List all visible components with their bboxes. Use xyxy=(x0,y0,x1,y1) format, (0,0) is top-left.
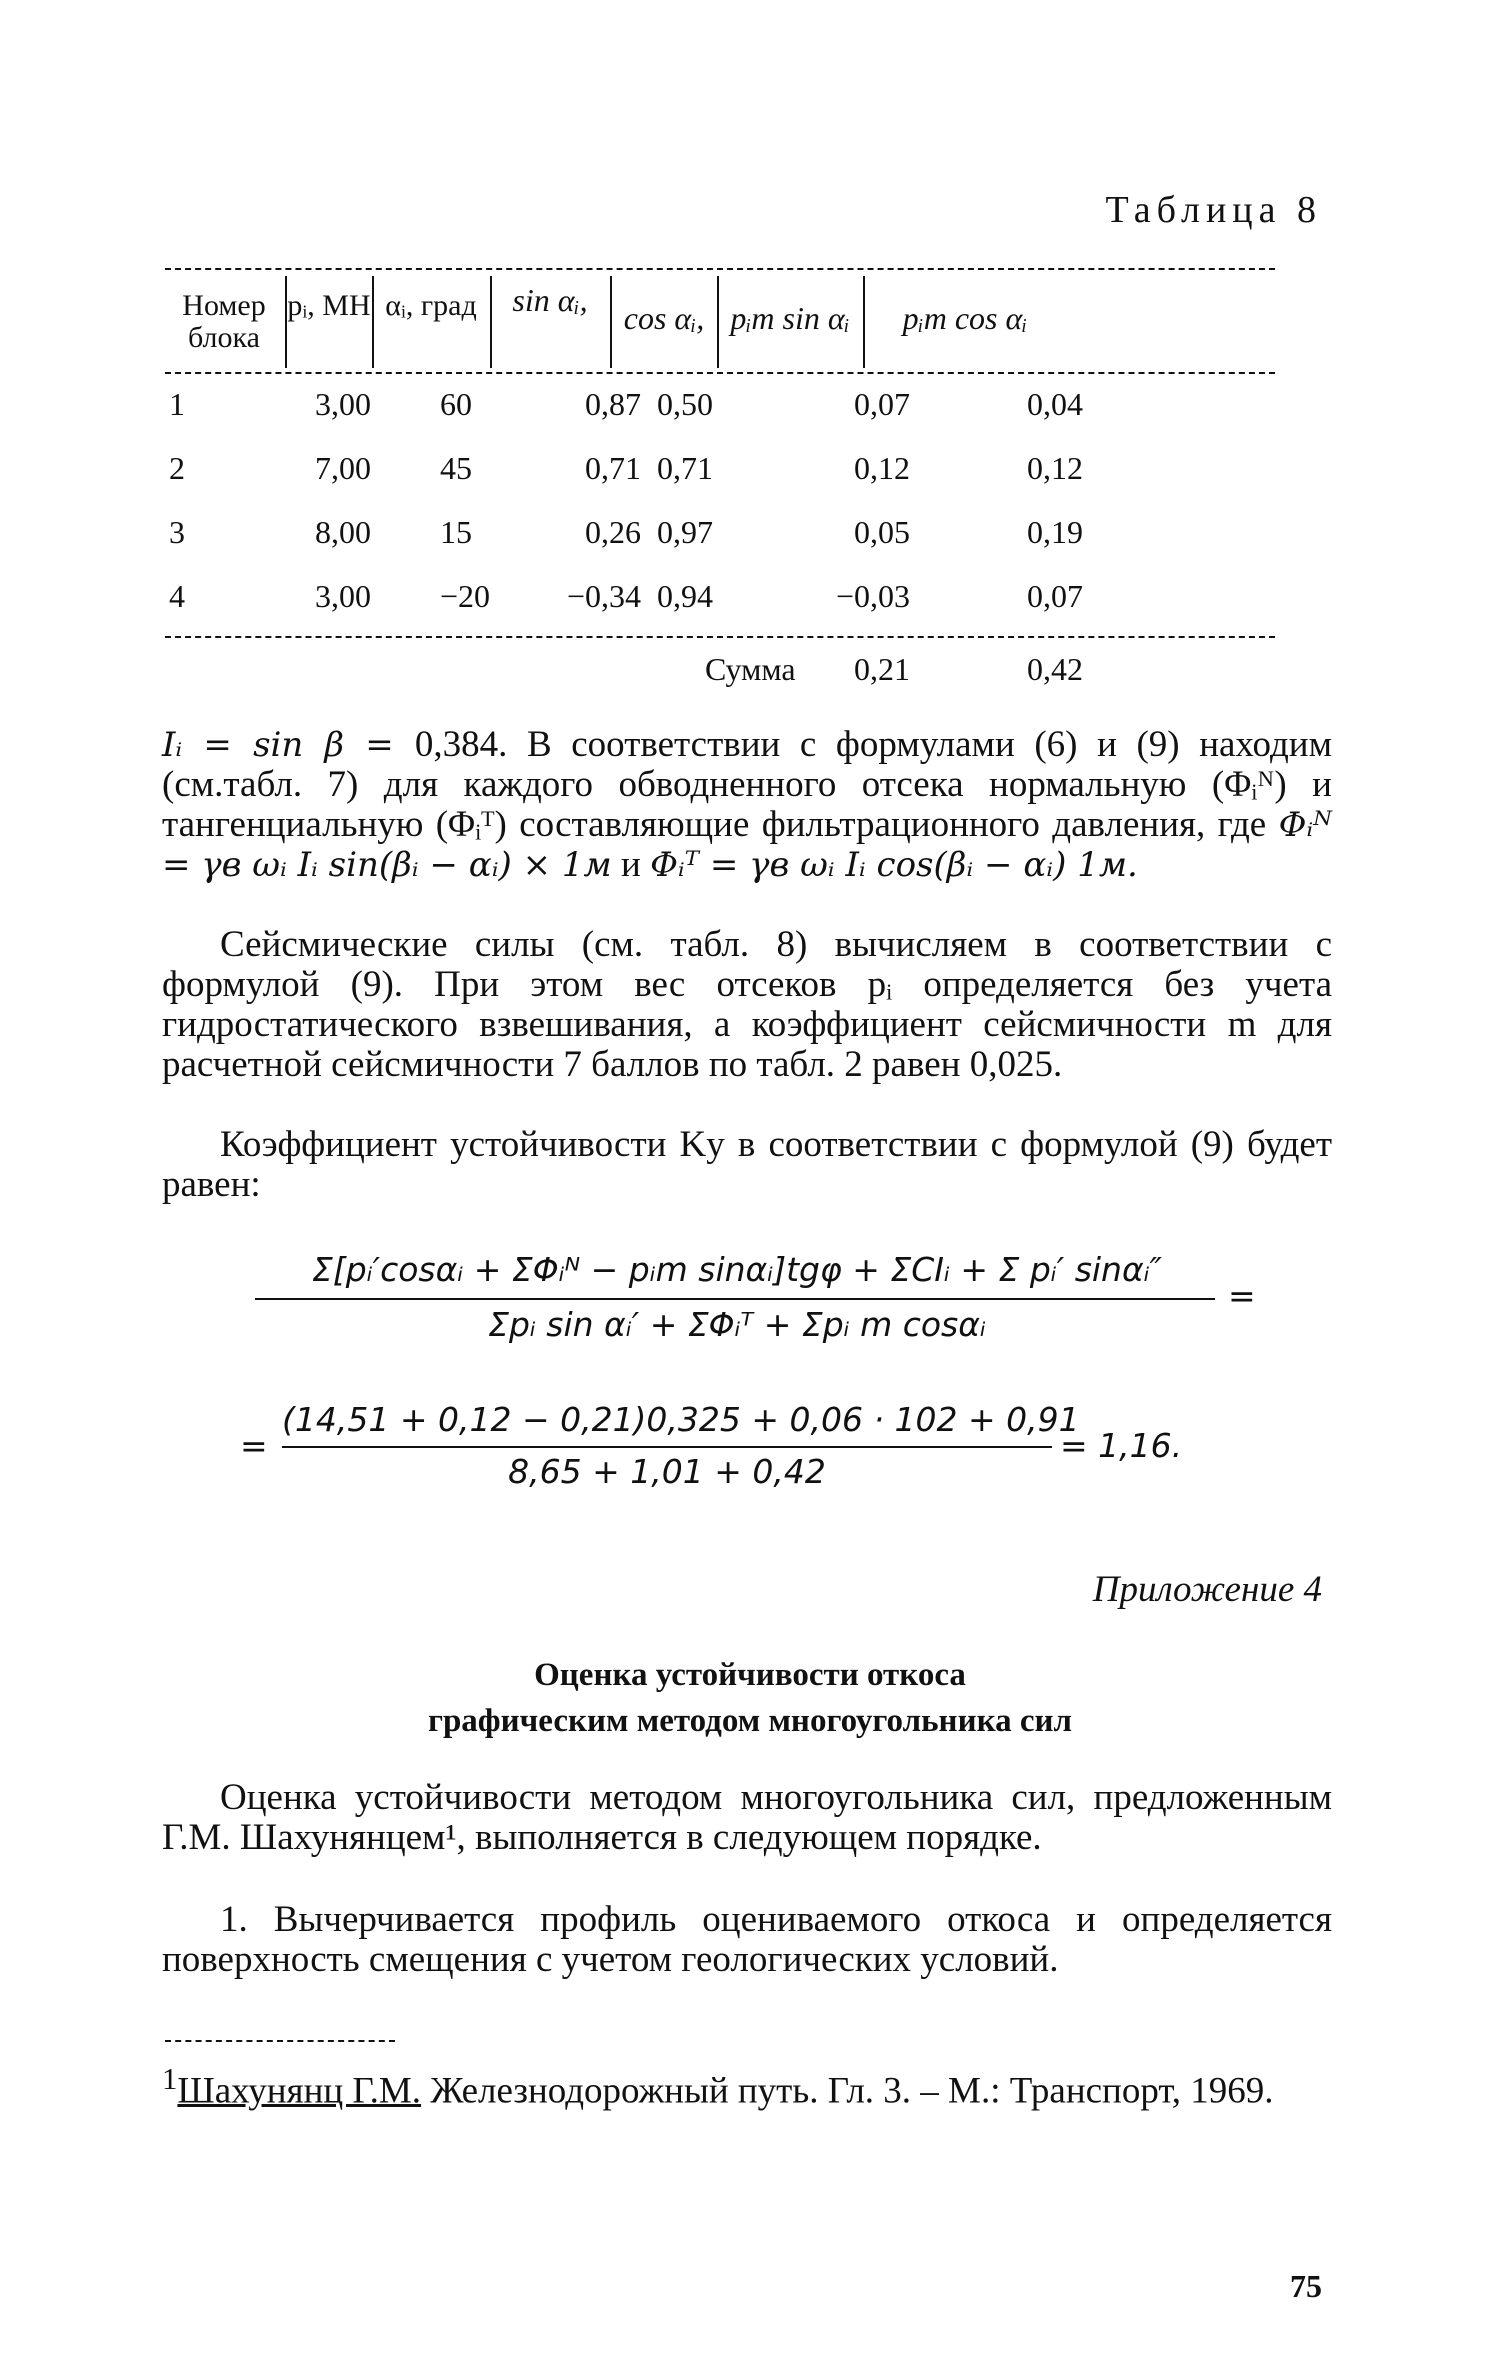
sum-value: 0,42 xyxy=(1027,651,1083,687)
cell: 15 xyxy=(440,514,472,550)
cell: 0,07 xyxy=(854,386,910,422)
table-row xyxy=(165,578,1275,618)
header-sin: sin αᵢ, xyxy=(512,282,588,318)
table-row xyxy=(165,386,1275,426)
cell: 60 xyxy=(440,386,472,422)
cell: 0,07 xyxy=(1027,578,1083,614)
table-row xyxy=(165,450,1275,490)
cell: 0,94 xyxy=(657,578,713,614)
table-caption: Таблица 8 xyxy=(1105,189,1322,231)
cell: 0,26 xyxy=(585,514,641,550)
cell: 0,97 xyxy=(657,514,713,550)
cell: 0,71 xyxy=(657,450,713,486)
cell: 0,19 xyxy=(1027,514,1083,550)
footnote xyxy=(162,2058,1332,2112)
header-pm-cos: pᵢm cos αᵢ xyxy=(902,300,1028,336)
sum-rule xyxy=(165,636,1275,638)
header-cos: cos αᵢ, xyxy=(623,300,705,336)
paragraph-filtration xyxy=(162,725,1332,885)
calc-result: = 1,16. xyxy=(1060,1426,1183,1465)
cell: 0,71 xyxy=(585,450,641,486)
cell: −20 xyxy=(440,578,491,614)
cell: −0,03 xyxy=(835,578,910,614)
table-row xyxy=(165,514,1275,554)
section-heading-line2: графическим методом многоугольника сил xyxy=(427,1703,1073,1739)
footnote-author: Шахунянц Г.М. xyxy=(177,2070,422,2112)
fraction-bar xyxy=(255,1298,1215,1300)
cell: 2 xyxy=(169,450,185,486)
sum-label: Сумма xyxy=(705,651,796,687)
equals-sign: = xyxy=(1228,1276,1256,1315)
cell: 0,12 xyxy=(854,450,910,486)
footnote-marker: 1 xyxy=(162,2062,178,2096)
cell: 8,00 xyxy=(315,514,371,550)
paragraph-text: Оценка устойчивости методом многоугольника сил, предложенным Г.М. Шахунянцем¹, выполняется в следующем порядке. xyxy=(162,1777,1332,1858)
cell: 0,04 xyxy=(1027,386,1083,422)
formula-normal: Φᵢᴺ = γв ωᵢ Iᵢ sin(βᵢ − αᵢ) × 1м xyxy=(162,805,1333,885)
calc-denominator: 8,65 + 1,01 + 0,42 xyxy=(508,1452,826,1491)
footnote-separator xyxy=(165,2040,395,2042)
data-table xyxy=(165,268,1275,687)
cell: −0,34 xyxy=(566,578,641,614)
appendix-label: Приложение 4 xyxy=(1092,1569,1322,1610)
cell: 3 xyxy=(169,514,185,550)
cell: 7,00 xyxy=(315,450,371,486)
cell: 0,50 xyxy=(657,386,713,422)
paragraph-step-1 xyxy=(162,1900,1332,1980)
header-p: pᵢ, МН xyxy=(287,289,371,322)
cell: 3,00 xyxy=(315,578,371,614)
cell: 0,05 xyxy=(854,514,910,550)
formula-numerator: Σ[pᵢ′cosαᵢ + ΣΦᵢᴺ − pᵢm sinαᵢ]tgφ + ΣCIᵢ + Σ pᵢ′ sinαᵢ″ xyxy=(312,1250,1162,1289)
page-number: 75 xyxy=(1290,2268,1322,2304)
formula-denominator: Σpᵢ sin αᵢ′ + ΣΦᵢᵀ + Σpᵢ m cosαᵢ xyxy=(488,1305,986,1344)
cell: 1 xyxy=(169,386,185,422)
paragraph-text: 0,384. В соответствии с формулами (6) и (9) находим (см.табл. 7) для каждого обводненного отсека нормальную (Φᵢᴺ) и тангенциальную (Φᵢᵀ) составляющие фильтрационного давления, где xyxy=(162,724,1332,845)
paragraph-text: 1. Вычерчивается профиль оцениваемого откоса и определяется поверхность смещения с учетом геологических условий. xyxy=(162,1899,1332,1980)
table-header xyxy=(165,268,1275,378)
header-block-number: Номер блока xyxy=(182,289,266,354)
paragraph-stability-coef xyxy=(162,1125,1332,1205)
footnote-text: Железнодорожный путь. Гл. 3. – М.: Транспорт, 1969. xyxy=(421,2070,1274,2112)
cell: 0,12 xyxy=(1027,450,1083,486)
cell: 4 xyxy=(169,578,185,614)
sum-row xyxy=(165,651,1275,691)
cell: 45 xyxy=(440,450,472,486)
cell: 3,00 xyxy=(315,386,371,422)
paragraph-method xyxy=(162,1778,1332,1858)
sum-value: 0,21 xyxy=(854,651,910,687)
formula-gradient: Iᵢ = sin β = xyxy=(162,725,415,765)
paragraph-text: Сейсмические силы (см. табл. 8) вычисляем в соответствии с формулой (9). При этом вес отсеков pᵢ определяется без учета гидростатического взвешивания, а коэффициент сейсмичности m для расчетной сейсмичности 7 баллов по табл. 2 равен 0,025. xyxy=(162,924,1332,1085)
calc-numerator: (14,51 + 0,12 − 0,21)0,325 + 0,06 · 102 + 0,91 xyxy=(282,1400,1080,1439)
paragraph-seismic xyxy=(162,925,1332,1085)
header-pm-sin: pᵢm sin αᵢ xyxy=(730,300,850,336)
header-rule xyxy=(165,372,1275,374)
section-heading-line1: Оценка устойчивости откоса xyxy=(534,1657,966,1693)
equals-sign: = xyxy=(240,1426,268,1465)
header-alpha: αᵢ, град xyxy=(385,289,477,322)
cell: 0,87 xyxy=(585,386,641,422)
connector-text: и xyxy=(621,844,641,885)
formula-tangential: Φᵢᵀ = γв ωᵢ Iᵢ cos(βᵢ − αᵢ) 1м. xyxy=(650,845,1138,885)
paragraph-text: Коэффициент устойчивости Kу в соответствии с формулой (9) будет равен: xyxy=(162,1124,1332,1205)
fraction-bar xyxy=(282,1446,1052,1448)
